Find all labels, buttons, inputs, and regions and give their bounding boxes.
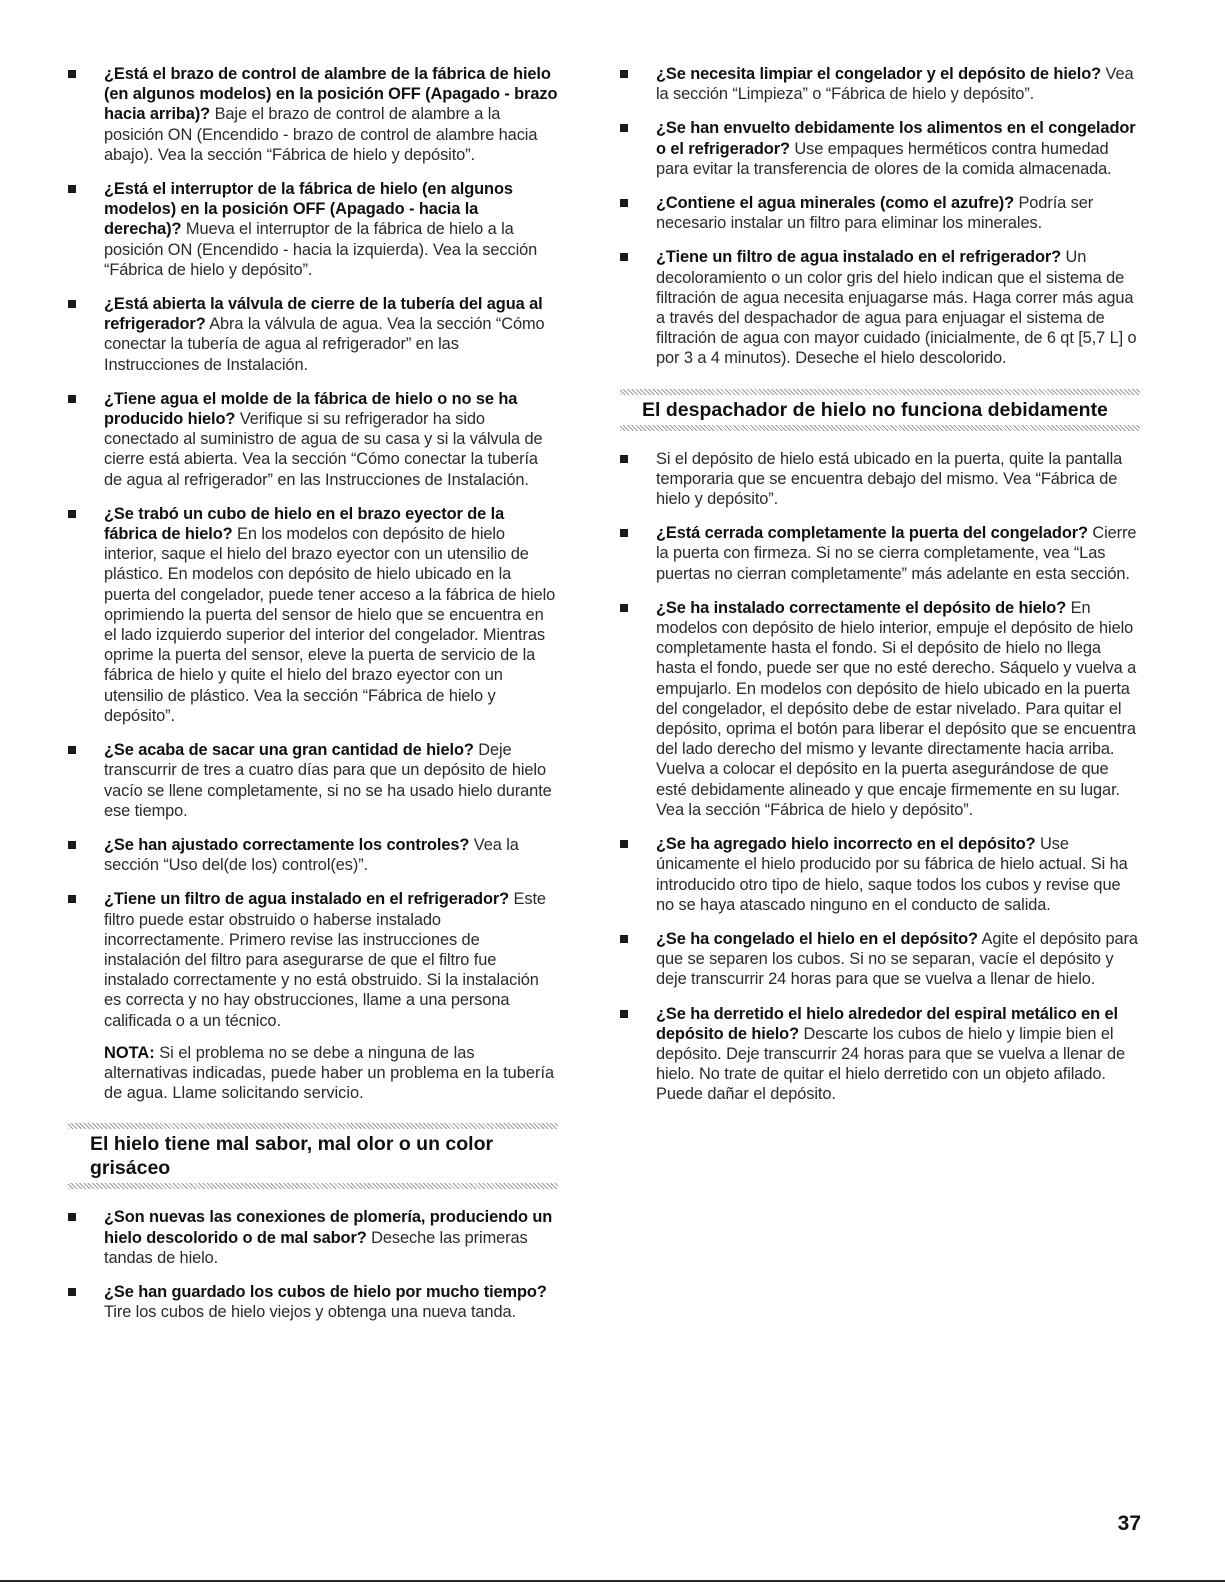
list-item xyxy=(620,834,1140,915)
section-header-dispenser xyxy=(620,389,1140,431)
item-answer: Vea la sección “Limpieza” o “Fábrica de hielo y depósito”. xyxy=(656,65,1134,104)
list-item xyxy=(620,64,1140,104)
bullet-icon xyxy=(68,841,76,849)
bullet-icon xyxy=(620,529,628,537)
list-item xyxy=(68,294,558,375)
bullet-icon xyxy=(620,935,628,943)
section-header-ice-taste xyxy=(68,1123,558,1189)
item-answer: Deje transcurrir de tres a cuatro días para que un depósito de hielo vacío se llene completamente, si no se ha usado hielo durante ese tiempo. xyxy=(104,741,552,820)
troubleshooting-list xyxy=(620,449,1140,1105)
list-item xyxy=(68,179,558,280)
bullet-icon xyxy=(68,1288,76,1296)
list-item xyxy=(68,889,558,1030)
list-item xyxy=(68,504,558,726)
bullet-icon xyxy=(68,510,76,518)
list-item xyxy=(620,193,1140,233)
item-question: ¿Se han envuelto debidamente los alimentos en el congelador o el refrigerador? xyxy=(656,119,1136,158)
item-question: ¿Se acaba de sacar una gran cantidad de hielo? xyxy=(104,741,474,760)
bullet-icon xyxy=(620,455,628,463)
bullet-icon xyxy=(68,70,76,78)
item-answer: En los modelos con depósito de hielo interior, saque el hielo del brazo eyector con un utensilio de plástico. En modelos con depósito de hielo ubicado en la puerta del congelador, puede tener acceso a la fábrica de hielo oprimiendo la puerta del sensor de hielo que se encuentra en el lado izquierdo superior del interior del congelador. Mientras oprime la puerta del sensor, eleve la puerta de servicio de la fábrica de hielo y quite el hielo del brazo eyector con un utensilio de plástico. Vea la sección “Fábrica de hielo y depósito”. xyxy=(104,525,556,725)
note-label: NOTA: xyxy=(104,1043,155,1062)
item-answer: Verifique si su refrigerador ha sido conectado al suministro de agua de su casa y si la válvula de cierre está abierta. Vea la sección “Cómo conectar la tubería de agua al refrigerador” en las Instrucciones de Instalación. xyxy=(104,410,543,489)
list-item xyxy=(620,523,1140,584)
bullet-icon xyxy=(620,124,628,132)
bullet-icon xyxy=(68,1213,76,1221)
list-item xyxy=(620,929,1140,990)
bullet-icon xyxy=(68,395,76,403)
bullet-icon xyxy=(68,746,76,754)
item-answer: Tire los cubos de hielo viejos y obtenga una nueva tanda. xyxy=(104,1303,516,1322)
item-question: ¿Se ha instalado correctamente el depósito de hielo? xyxy=(656,598,1067,617)
section-title: El despachador de hielo no funciona debidamente xyxy=(642,398,1108,421)
section-stripe-bottom xyxy=(620,425,1140,431)
item-answer: Cierre la puerta con firmeza. Si no se cierra completamente, vea “Las puertas no cierran completamente” más adelante en esta sección. xyxy=(656,524,1137,583)
list-item xyxy=(68,740,558,821)
list-item xyxy=(68,1207,558,1268)
item-question: ¿Está el brazo de control de alambre de la fábrica de hielo (en algunos modelos) en la posición OFF (Apagado - brazo hacia arriba)? xyxy=(104,65,558,124)
right-column xyxy=(620,64,1140,1119)
bullet-icon xyxy=(620,840,628,848)
item-question: ¿Tiene agua el molde de la fábrica de hielo o no se ha producido hielo? xyxy=(104,389,518,429)
item-question: ¿Se ha agregado hielo incorrecto en el depósito? xyxy=(656,835,1036,854)
bullet-icon xyxy=(68,895,76,903)
item-question: ¿Se han ajustado correctamente los controles? xyxy=(104,835,470,854)
item-answer: Deseche las primeras tandas de hielo. xyxy=(104,1228,528,1267)
troubleshooting-list xyxy=(68,1207,558,1322)
bottom-rule xyxy=(0,1580,1225,1582)
note-text: Si el problema no se debe a ninguna de las alternativas indicadas, puede haber un problema en la tubería de agua. Llame solicitando servicio. xyxy=(104,1043,555,1103)
list-item xyxy=(620,449,1140,510)
item-question: ¿Son nuevas las conexiones de plomería, produciendo un hielo descolorido o de mal sabor? xyxy=(104,1208,553,1247)
item-question: ¿Se necesita limpiar el congelador y el depósito de hielo? xyxy=(656,65,1102,83)
item-answer: Un decoloramiento o un color gris del hielo indican que el sistema de filtración de agua necesita enjuagarse más. Haga correr más agua a través del despachador de agua para enjuagar el sistema de filtración de agua con mayor cuidado (inicialmente, de 6 qt [5,7 L] o por 3 a 4 minutos). Deseche el hielo descolorido. xyxy=(656,248,1137,368)
item-question: ¿Está el interruptor de la fábrica de hielo (en algunos modelos) en la posición OFF (Apagado - hacia la derecha)? xyxy=(104,180,513,239)
item-question: ¿Está cerrada completamente la puerta del congelador? xyxy=(656,524,1088,543)
troubleshooting-list xyxy=(68,64,558,1031)
bullet-icon xyxy=(620,253,628,261)
bullet-icon xyxy=(620,1010,628,1018)
item-question: ¿Se trabó un cubo de hielo en el brazo eyector de la fábrica de hielo? xyxy=(104,504,505,544)
item-question: ¿Se ha derretido el hielo alrededor del espiral metálico en el depósito de hielo? xyxy=(656,1004,1118,1043)
bullet-icon xyxy=(620,199,628,207)
left-column xyxy=(68,64,558,1336)
item-answer: Podría ser necesario instalar un filtro para eliminar los minerales. xyxy=(656,194,1094,233)
bullet-icon xyxy=(68,185,76,193)
item-answer: En modelos con depósito de hielo interior, empuje el depósito de hielo completamente hasta el fondo. Si el depósito de hielo no llega hasta el fondo, puede ser que no esté derecho. Sáquelo y vuelva a empujarlo. En modelos con depósito de hielo ubicado en la puerta del congelador, el depósito debe de estar nivelado. Para quitar el depósito, oprima el botón para liberar el depósito que se encuentra del lado derecho del mismo y levante directamente hacia arriba. Vuelva a colocar el depósito en la puerta asegurándose de que esté debidamente alineado y que encaje firmemente en su lugar. Vea la sección “Fábrica de hielo y depósito”. xyxy=(656,598,1137,819)
item-answer: Use empaques herméticos contra humedad para evitar la transferencia de olores de la comida almacenada. xyxy=(656,139,1112,178)
item-answer: Vea la sección “Uso del(de los) control(es)”. xyxy=(104,835,519,875)
item-answer: Mueva el interruptor de la fábrica de hielo a la posición ON (Encendido - hacia la izquierda). Vea la sección “Fábrica de hielo y depósito”. xyxy=(104,220,538,279)
item-question: ¿Contiene el agua minerales (como el azufre)? xyxy=(656,194,1014,213)
bullet-icon xyxy=(620,70,628,78)
item-question: ¿Está abierta la válvula de cierre de la tubería del agua al refrigerador? xyxy=(104,295,543,334)
list-item xyxy=(620,247,1140,368)
page-number: 37 xyxy=(1117,1512,1141,1535)
section-title: El hielo tiene mal sabor, mal olor o un color grisáceo xyxy=(90,1133,494,1180)
item-answer: Abra la válvula de agua. Vea la sección “Cómo conectar la tubería de agua al refrigerador” en las Instrucciones de Instalación. xyxy=(104,315,545,374)
item-answer: Descarte los cubos de hielo y limpie bien el depósito. Deje transcurrir 24 horas para que se vuelva a llenar de hielo. No trate de quitar el hielo derretido con un objeto afilado. Puede dañar el depósito. xyxy=(656,1024,1126,1104)
bullet-icon xyxy=(620,604,628,612)
item-answer: Agite el depósito para que se separen los cubos. Si no se separan, vacíe el depósito y deje transcurrir 24 horas para que se vuelva a llenar de hielo. xyxy=(656,929,1138,989)
item-answer: Use únicamente el hielo producido por su fábrica de hielo actual. Si ha introducido otro tipo de hielo, saque todos los cubos y revise que no se haya atascado ninguno en el conducto de salida. xyxy=(656,835,1128,914)
item-question: ¿Tiene un filtro de agua instalado en el refrigerador? xyxy=(104,890,510,909)
bullet-icon xyxy=(68,300,76,308)
item-answer: Este filtro puede estar obstruido o haberse instalado incorrectamente. Primero revise las instrucciones de instalación del filtro para asegurarse de que el filtro fue instalado correctamente y no está obstruido. Si la instalación es correcta y no hay obstrucciones, llame a una persona calificada o a un técnico. xyxy=(104,890,546,1030)
item-answer: Baje el brazo de control de alambre a la posición ON (Encendido - brazo de control de alambre hacia abajo). Vea la sección “Fábrica de hielo y depósito”. xyxy=(104,105,538,164)
list-item xyxy=(68,64,558,165)
list-item xyxy=(68,1282,558,1322)
item-question: ¿Se ha congelado el hielo en el depósito? xyxy=(656,929,978,948)
list-item xyxy=(620,118,1140,179)
item-question: ¿Se han guardado los cubos de hielo por mucho tiempo? xyxy=(104,1282,547,1301)
list-item xyxy=(68,389,558,490)
item-answer: Si el depósito de hielo está ubicado en la puerta, quite la pantalla temporaria que se encuentra debajo del mismo. Vea “Fábrica de hielo y depósito”. xyxy=(656,449,1123,509)
list-item xyxy=(620,1004,1140,1105)
section-stripe-bottom xyxy=(68,1183,558,1189)
note xyxy=(68,1043,558,1104)
list-item xyxy=(68,835,558,875)
list-item xyxy=(620,598,1140,820)
item-question: ¿Tiene un filtro de agua instalado en el refrigerador? xyxy=(656,248,1062,267)
troubleshooting-list xyxy=(620,64,1140,369)
